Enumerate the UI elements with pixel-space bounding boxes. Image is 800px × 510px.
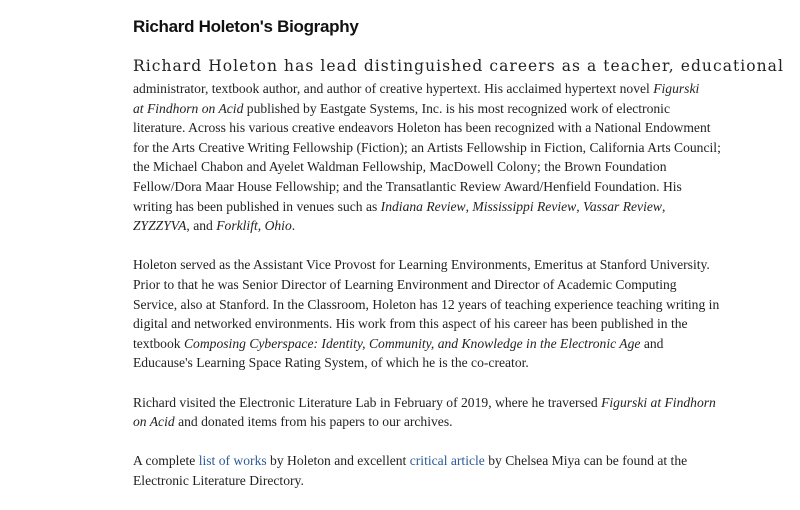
text-line [133,353,693,373]
text-segment: Service, also at Stanford. In the Classroom, Holeton has 12 years of teaching experience teaching writing in [133,296,720,312]
paragraph [133,79,721,236]
italic-title: Indiana Review [380,198,466,214]
italic-title: Forklift, Ohio [216,218,292,234]
italic-title: at Findhorn on Acid [133,100,244,116]
text-line [133,412,693,432]
text-segment: Richard visited the Electronic Literature Lab in February of 2019, where he traversed [133,394,602,410]
biography-article [133,14,784,510]
text-line [133,138,721,158]
text-segment: and donated items from his papers to our archives. [174,414,453,430]
text-line [133,118,711,138]
text-segment: , [576,198,584,214]
text-line [133,157,693,177]
italic-title: Mississippi Review [472,198,577,214]
text-segment: digital and networked environments. His work from this aspect of his career has been published in the [133,316,688,332]
text-line [133,471,693,491]
text-segment: writing has been published in venues such as [133,198,381,214]
text-segment: for the Arts Creative Writing Fellowship (Fiction); an Artists Fellowship in Fiction, California Arts Council; [133,139,721,155]
lead-line: Richard Holeton has lead distinguished careers as a teacher, educational [133,57,784,75]
text-segment: published by Eastgate Systems, Inc. is his most recognized work of electronic [243,100,670,116]
italic-title: ZYZZYVA [133,218,187,234]
italic-title: Composing Cyberspace: Identity, Community, and Knowledge in the Electronic Age [183,335,641,351]
text-line [133,177,693,197]
text-line [133,295,720,315]
text-line [133,99,693,119]
text-line [133,334,693,354]
paragraph [133,255,720,373]
link[interactable]: critical article [409,453,485,469]
text-segment: Holeton served as the Assistant Vice Provost for Learning Environments, Emeritus at Stanford University. [133,257,710,273]
text-segment: Educause's Learning Space Rating System, of which he is the co-creator. [133,355,529,371]
text-segment: textbook [133,335,184,351]
page-title: Richard Holeton's Biography [133,17,359,36]
text-line [133,197,693,217]
text-segment: , [661,198,666,214]
text-segment: the Michael Chabon and Ayelet Waldman Fellowship, MacDowell Colony; the Brown Foundation [133,159,667,175]
text-segment: Fellow/Dora Maar House Fellowship; and the Transatlantic Review Award/Henfield Foundation. His [133,178,682,194]
text-segment: A complete [133,453,199,469]
text-segment: by Chelsea Miya can be found at the [484,453,688,469]
text-segment: by Holeton and excellent [266,453,410,469]
italic-title: on Acid [133,414,175,430]
text-segment: . [291,218,296,234]
text-line [133,314,693,334]
italic-title: Figurski at Findhorn [601,394,716,410]
paragraph [133,451,693,490]
text-line [133,79,700,99]
text-segment: administrator, textbook author, and author of creative hypertext. His acclaimed hypertext novel [133,81,654,96]
text-line [133,216,693,236]
text-line [133,451,693,471]
text-line [133,255,710,275]
text-segment: Electronic Literature Directory. [133,472,304,488]
text-line [133,275,693,295]
article-body [133,79,721,490]
italic-title: Figurski [653,81,700,96]
text-segment: and [640,335,664,351]
text-line [133,393,716,413]
italic-title: Vassar Review [583,198,662,214]
text-segment: , [465,198,473,214]
link[interactable]: list of works [198,453,267,469]
text-segment: literature. Across his various creative endeavors Holeton has been recognized with a National Endowment [133,120,711,136]
text-segment: , and [186,218,217,234]
text-segment: Prior to that he was Senior Director of Learning Environment and Director of Academic Computing [133,276,677,292]
paragraph [133,393,716,432]
